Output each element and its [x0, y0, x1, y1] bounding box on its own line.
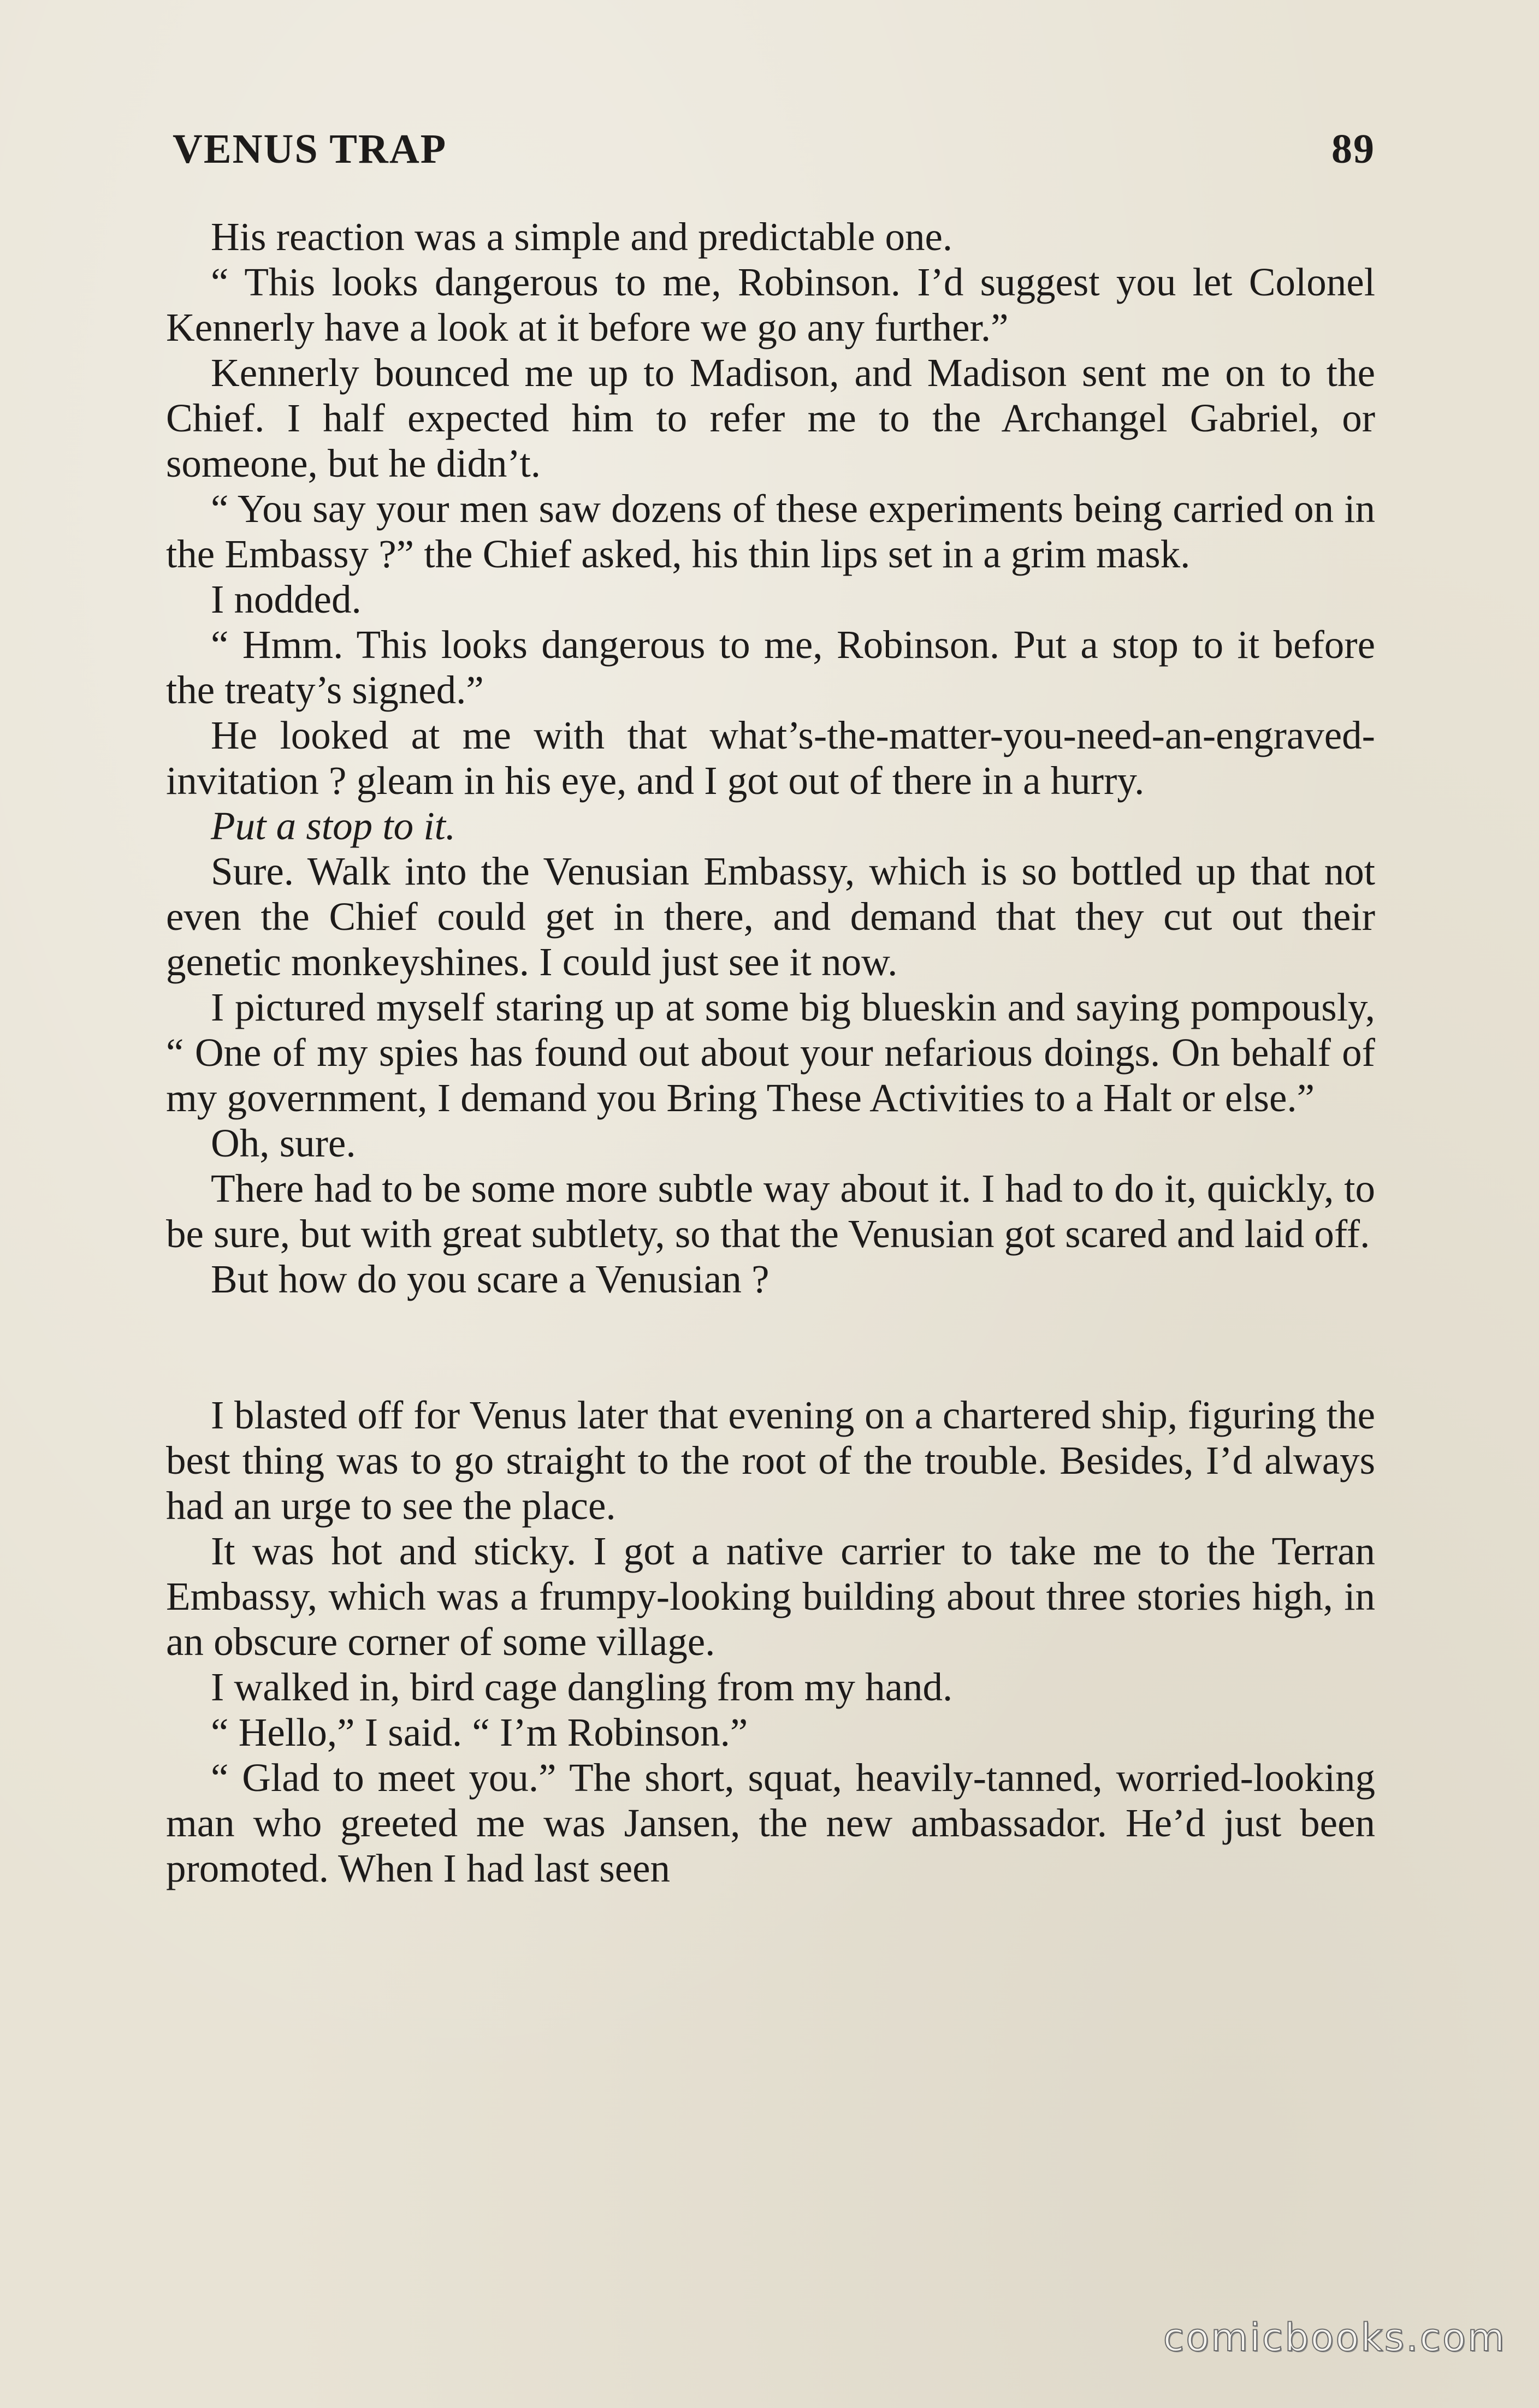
section-break — [166, 1302, 1375, 1392]
paragraph: “ This looks dangerous to me, Robinson. I’d suggest you let Colonel Kennerly have a look at it before we go any further.” — [166, 260, 1375, 349]
running-header — [173, 119, 1375, 179]
paragraph: But how do you scare a Venusian ? — [211, 1257, 770, 1301]
page-number: 89 — [1331, 126, 1375, 172]
paragraph: Oh, sure. — [211, 1121, 356, 1165]
paragraph: I walked in, bird cage dangling from my hand. — [211, 1665, 953, 1709]
paragraph: I nodded. — [211, 577, 362, 621]
paragraph: Kennerly bounced me up to Madison, and Madison sent me on to the Chief. I half expected him to refer me to the Archangel Gabriel, or someone, but he didn’t. — [166, 351, 1375, 485]
running-title: VENUS TRAP — [173, 126, 447, 172]
paragraph: Sure. Walk into the Venusian Embassy, which is so bottled up that not even the Chief could get in there, and demand that they cut out their genetic monkeyshines. I could just see it now. — [166, 849, 1375, 984]
paragraph: There had to be some more subtle way about it. I had to do it, quickly, to be sure, but with great subtlety, so that the Venusian got scared and laid off. — [166, 1166, 1375, 1256]
paragraph: “ Hello,” I said. “ I’m Robinson.” — [211, 1710, 748, 1754]
paragraph: He looked at me with that what’s-the-matter-you-need-an-engraved-invitation ? gleam in his eye, and I got out of there in a hurry. — [166, 713, 1375, 803]
paragraph: I pictured myself staring up at some big blueskin and saying pompously, “ One of my spies has found out about your nefarious doings. On behalf of my government, I demand you Bring These Activities to a Halt or else.” — [166, 985, 1375, 1120]
paragraph: I blasted off for Venus later that evening on a chartered ship, figuring the best thing was to go straight to the root of the trouble. Besides, I’d always had an urge to see the place. — [166, 1393, 1375, 1528]
body-text — [166, 214, 1375, 1891]
paragraph-italic: Put a stop to it. — [211, 804, 456, 848]
paragraph: “ Hmm. This looks dangerous to me, Robinson. Put a stop to it before the treaty’s signed.” — [166, 622, 1375, 712]
paragraph: It was hot and sticky. I got a native carrier to take me to the Terran Embassy, which was a frumpy-looking building about three stories high, in an obscure corner of some village. — [166, 1529, 1375, 1664]
watermark: comicbooks.com — [1163, 2315, 1506, 2360]
paragraph: “ Glad to meet you.” The short, squat, heavily-tanned, worried-looking man who greeted me was Jansen, the new ambassador. He’d just been promoted. When I had last seen — [166, 1755, 1375, 1890]
paragraph: “ You say your men saw dozens of these experiments being carried on in the Embassy ?” the Chief asked, his thin lips set in a grim mask. — [166, 487, 1375, 576]
paragraph: His reaction was a simple and predictable one. — [211, 215, 953, 259]
